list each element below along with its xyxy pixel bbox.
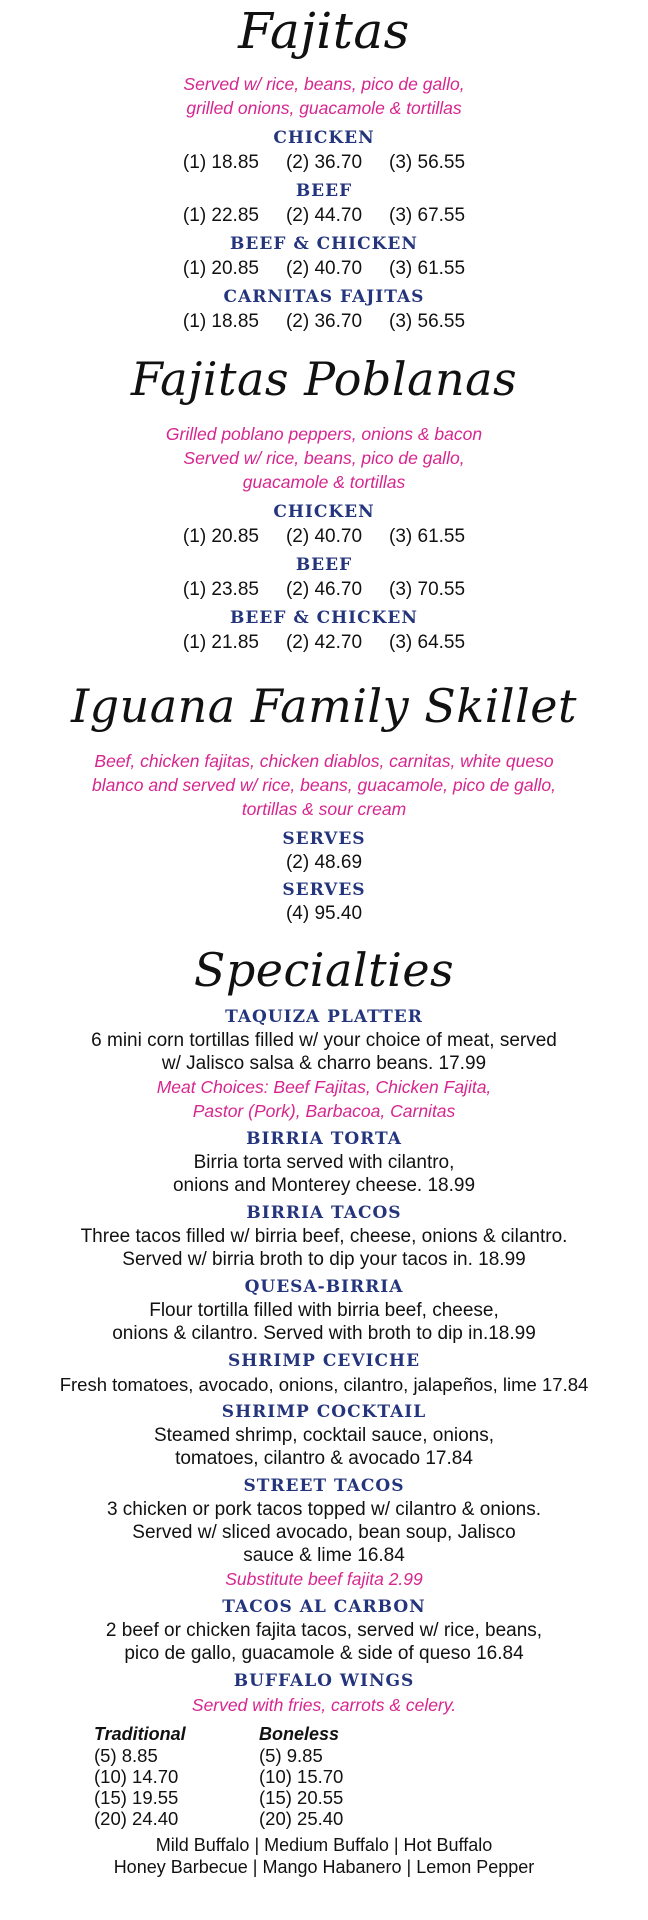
fajitas-chicken-prices: (1) 18.85 (2) 36.70 (3) 56.55 [182,152,466,173]
quesa-birria-name: QUESA-BIRRIA [244,1277,404,1297]
skillet-description: Beef, chicken fajitas, chicken diablos, carnitas, white queso blanco and served w/ rice, beans, guacamole, pico de gallo, tortillas & sour cream [91,751,557,819]
street-tacos-item: STREET TACOS 3 chicken or pork tacos topped w/ cilantro & onions. Served w/ sliced avocado, bean soup, Jalisco sauce & lime 16.84 Substitute beef fajita 2.99 [0,1474,648,1591]
tacos-al-carbon-name: TACOS AL CARBON [222,1597,426,1617]
street-tacos-substitute-note: Substitute beef fajita 2.99 [225,1569,423,1589]
skillet-section [0,679,648,925]
skillet-serves-2-price: (2) 48.69 [285,852,363,873]
wings-boneless-column: Boneless (5) 9.85 (10) 15.70 (15) 20.55 (20) 25.40 [259,1723,424,1829]
quesa-birria-item: QUESA-BIRRIA Flour tortilla filled with birria beef, cheese, onions & cilantro. Served with broth to dip in.18.99 [0,1275,648,1345]
shrimp-cocktail-name: SHRIMP COCKTAIL [221,1402,427,1422]
shrimp-cocktail-item: SHRIMP COCKTAIL Steamed shrimp, cocktail sauce, onions, tomatoes, cilantro & avocado 17.84 [0,1400,648,1470]
fajitas-beef-chicken-prices: (1) 20.85 (2) 40.70 (3) 61.55 [182,258,466,279]
birria-torta-item: BIRRIA TORTA Birria torta served with cilantro, onions and Monterey cheese. 18.99 [0,1127,648,1197]
fajitas-title: Fajitas [238,2,410,60]
poblanas-description: Grilled poblano peppers, onions & bacon Served w/ rice, beans, pico de gallo, guacamole & tortillas [165,424,483,492]
poblanas-beef-prices: (1) 23.85 (2) 46.70 (3) 70.55 [182,579,466,600]
fajitas-beef-prices: (1) 22.85 (2) 44.70 (3) 67.55 [182,205,466,226]
tacos-al-carbon-item: TACOS AL CARBON 2 beef or chicken fajita tacos, served w/ rice, beans, pico de gallo, guacamole & side of queso 16.84 [0,1595,648,1665]
skillet-title: Iguana Family Skillet [71,679,577,733]
specialties-title: Specialties [193,943,455,997]
fajitas-chicken-name: CHICKEN [273,128,375,148]
wings-boneless-title: Boneless [259,1724,340,1744]
fajitas-beef-name: BEEF [295,181,353,201]
skillet-serves-4-name: SERVES [282,880,366,900]
fajitas-description: Served w/ rice, beans, pico de gallo, grilled onions, guacamole & tortillas [183,74,465,118]
taquiza-meat-choices: Meat Choices: Beef Fajitas, Chicken Fajita, Pastor (Pork), Barbacoa, Carnitas [156,1077,492,1121]
poblanas-chicken-name: CHICKEN [273,502,375,522]
poblanas-beef-chicken-name: BEEF & CHICKEN [230,608,418,628]
birria-tacos-name: BIRRIA TACOS [246,1203,402,1223]
buffalo-wings-name: BUFFALO WINGS [233,1671,415,1691]
taquiza-item: TAQUIZA PLATTER 6 mini corn tortillas filled w/ your choice of meat, served w/ Jalisco salsa & charro beans. 17.99 Meat Choices: Beef Fajitas, Chicken Fajita, Pastor (Pork), Barbacoa, Carnitas [0,1005,648,1123]
wings-price-table [94,1723,424,1829]
shrimp-ceviche-name: SHRIMP CEVICHE [227,1351,421,1371]
poblanas-beef-name: BEEF [295,555,353,575]
wings-flavors: Mild Buffalo | Medium Buffalo | Hot Buffalo Honey Barbecue | Mango Habanero | Lemon Pepper [113,1835,535,1877]
taquiza-name: TAQUIZA PLATTER [225,1007,423,1027]
fajitas-beef-chicken-name: BEEF & CHICKEN [230,234,418,254]
fajitas-carnitas-name: CARNITAS FAJITAS [223,287,425,307]
skillet-serves-4-price: (4) 95.40 [285,903,363,924]
birria-tacos-item: BIRRIA TACOS Three tacos filled w/ birria beef, cheese, onions & cilantro. Served w/ birria broth to dip your tacos in. 18.99 [0,1201,648,1271]
fajitas-carnitas-prices: (1) 18.85 (2) 36.70 (3) 56.55 [182,311,466,332]
wings-traditional-title: Traditional [94,1724,186,1744]
fajitas-section [0,0,648,334]
birria-torta-name: BIRRIA TORTA [246,1129,402,1149]
poblanas-title: Fajitas Poblanas [130,352,518,406]
street-tacos-name: STREET TACOS [243,1476,405,1496]
buffalo-wings-item [0,1669,648,1878]
specialties-section [0,943,648,1878]
skillet-serves-2-name: SERVES [282,829,366,849]
poblanas-chicken-prices: (1) 20.85 (2) 40.70 (3) 61.55 [182,526,466,547]
buffalo-wings-description: Served with fries, carrots & celery. [191,1695,457,1715]
shrimp-ceviche-item: SHRIMP CEVICHE Fresh tomatoes, avocado, onions, cilantro, jalapeños, lime 17.84 [0,1349,648,1396]
poblanas-beef-chicken-prices: (1) 21.85 (2) 42.70 (3) 64.55 [182,632,466,653]
wings-traditional-column: Traditional (5) 8.85 (10) 14.70 (15) 19.55 (20) 24.40 [94,1723,259,1829]
poblanas-section [0,352,648,655]
